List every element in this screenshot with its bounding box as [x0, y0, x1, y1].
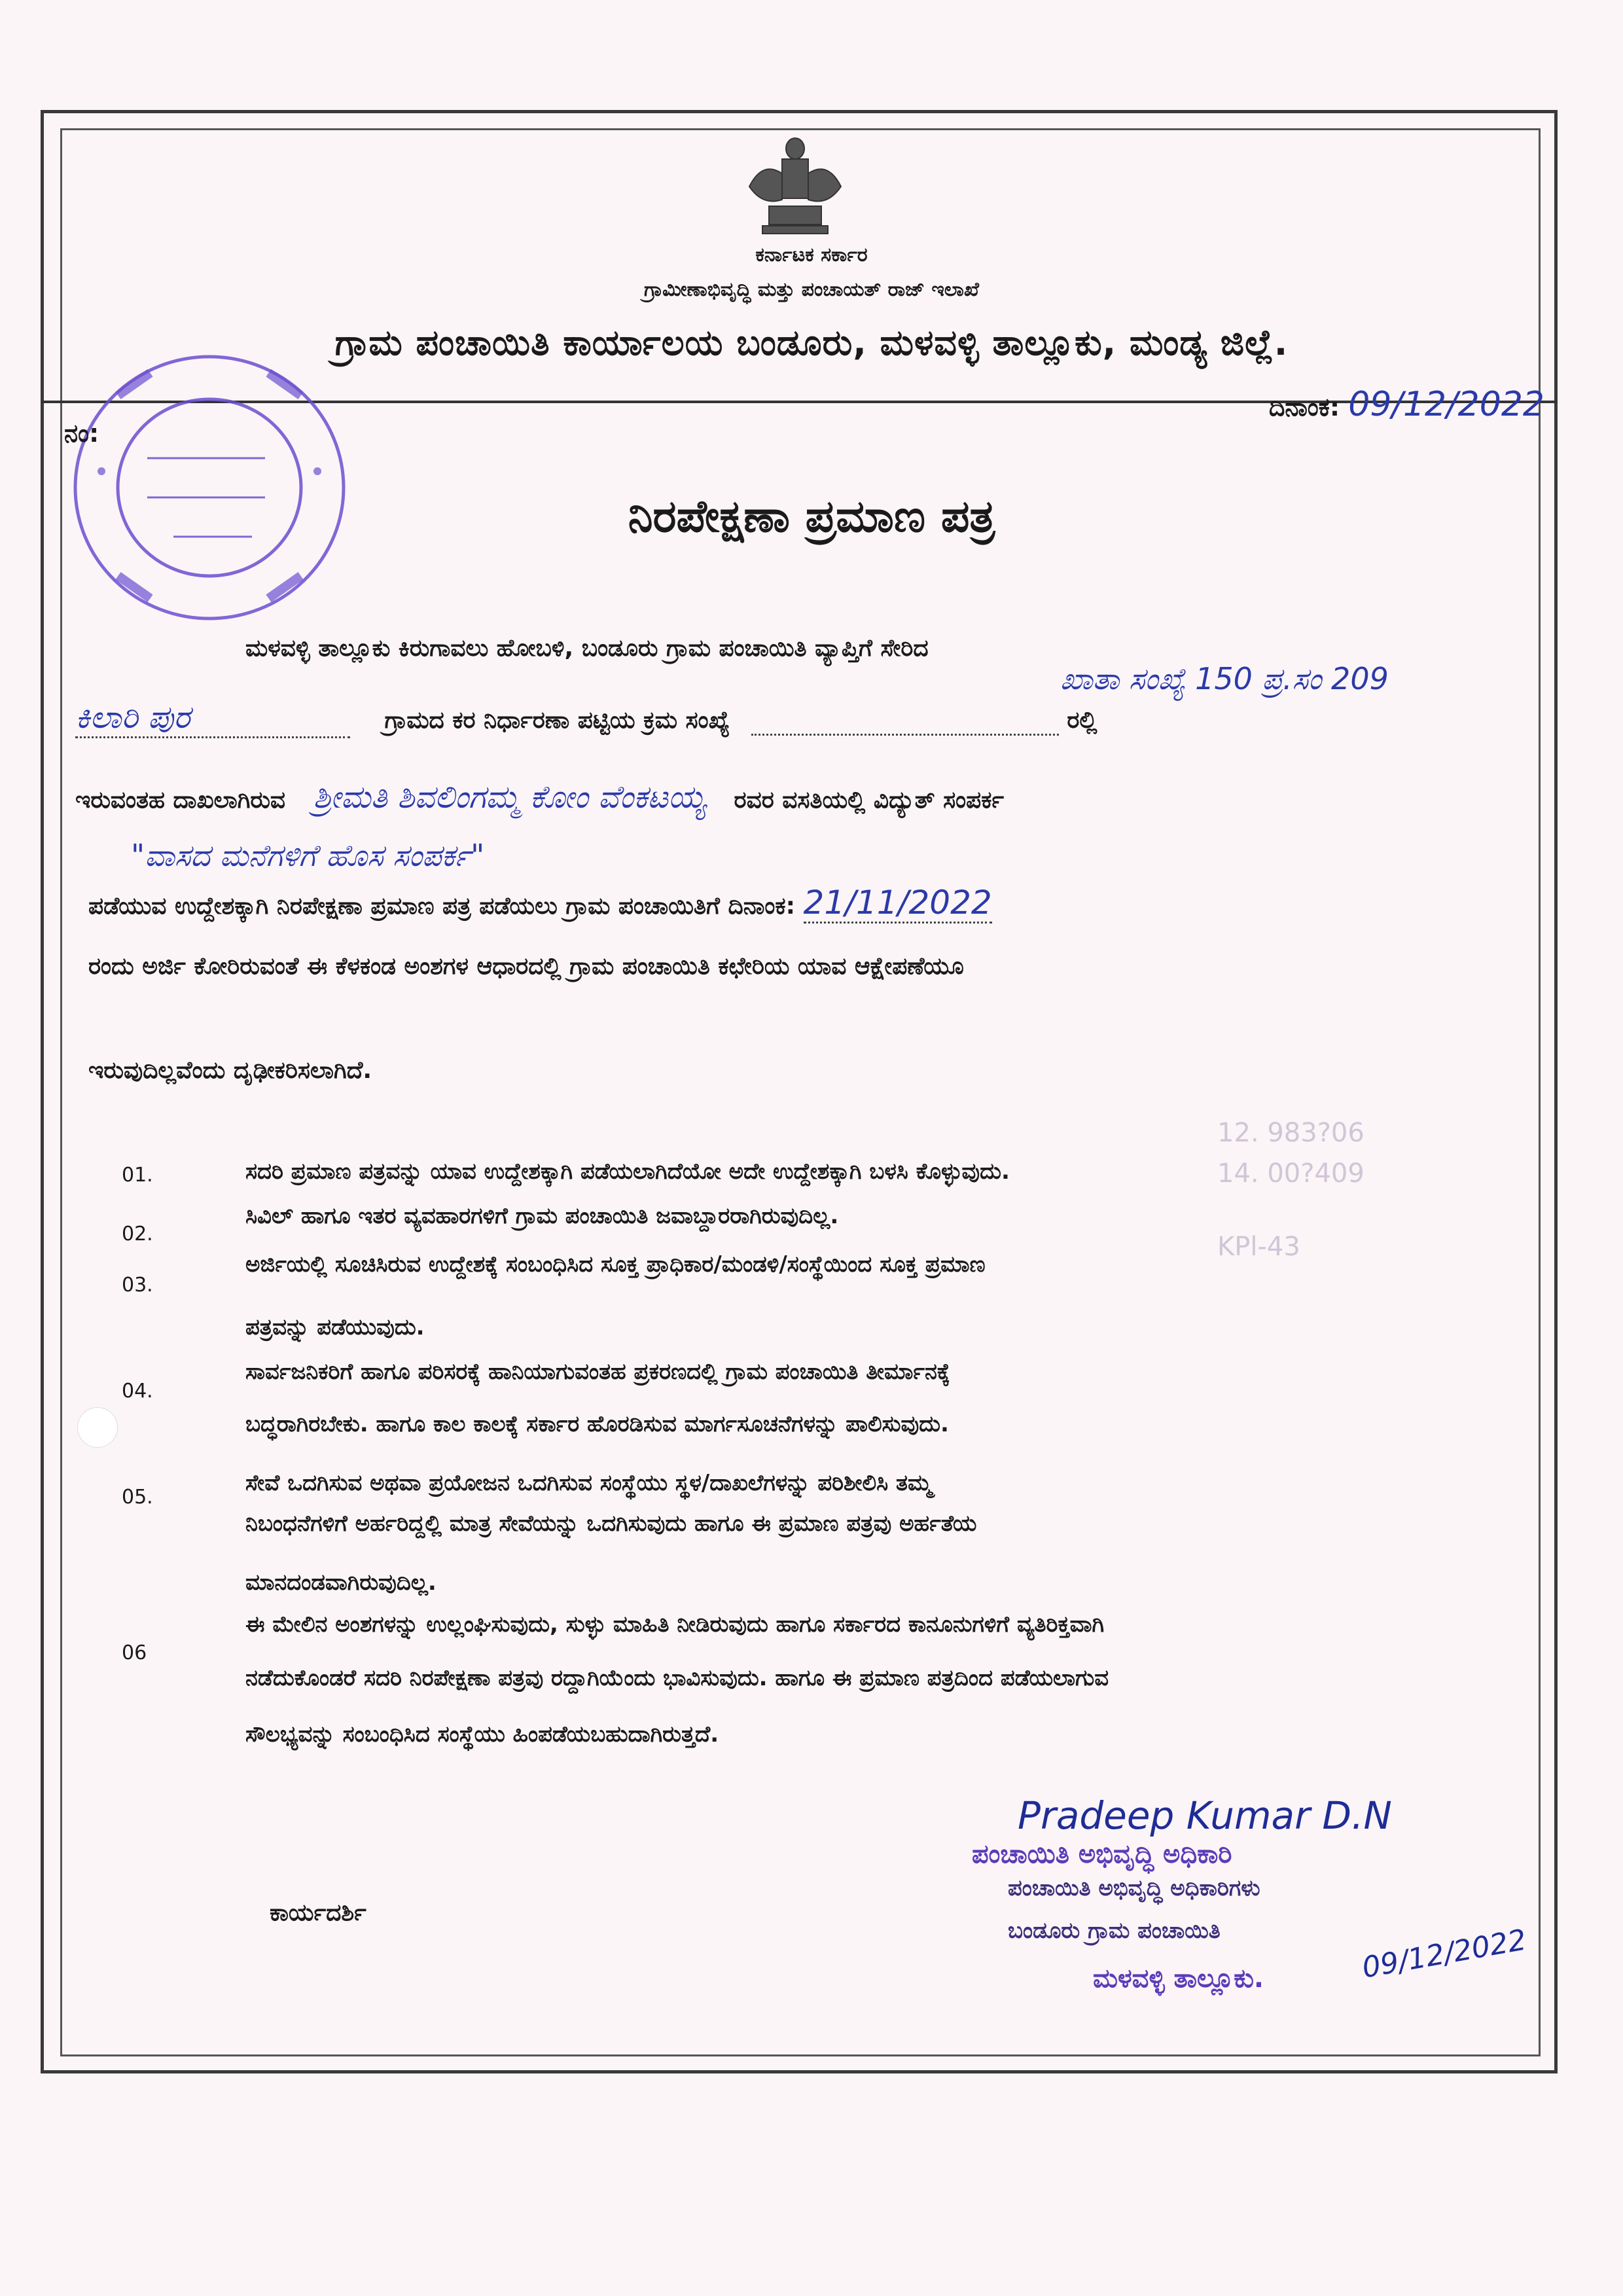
department-name: ಗ್ರಾಮೀಣಾಭಿವೃದ್ಧಿ ಮತ್ತು ಪಂಚಾಯತ್ ರಾಜ್ ಇಲಾಖೆ [644, 278, 979, 301]
body-line-6: ಇರುವುದಿಲ್ಲವೆಂದು ದೃಢೀಕರಿಸಲಾಗಿದೆ. [88, 1057, 372, 1084]
condition-text: ಅರ್ಜಿಯಲ್ಲಿ ಸೂಚಿಸಿರುವ ಉದ್ದೇಶಕ್ಕೆ ಸಂಬಂಧಿಸಿದ ಸೂಕ್ತ ಪ್ರಾಧಿಕಾರ/ಮಂಡಳಿ/ಸಂಸ್ಥೆಯಿಂದ ಸೂಕ್ತ ಪ್ರಮಾಣ [245, 1251, 986, 1278]
secretary-label: ಕಾರ್ಯದರ್ಶಿ [270, 1899, 366, 1926]
punch-hole [77, 1407, 118, 1448]
reference-number-label: ನಂ: [64, 419, 99, 448]
condition-text: ನಿಬಂಧನೆಗಳಿಗೆ ಅರ್ಹರಿದ್ದಲ್ಲಿ ಮಾತ್ರ ಸೇವೆಯನ್ನು ಒದಗಿಸುವುದು ಹಾಗೂ ಈ ಪ್ರಮಾಣ ಪತ್ರವು ಅರ್ಹತೆಯ [245, 1511, 977, 1537]
condition-text: ಈ ಮೇಲಿನ ಅಂಶಗಳನ್ನು ಉಲ್ಲಂಘಿಸುವುದು, ಸುಳ್ಳು ಮಾಹಿತಿ ನೀಡಿರುವುದು ಹಾಗೂ ಸರ್ಕಾರದ ಕಾನೂನುಗಳಿಗೆ ವ್ಯತಿರಿಕ್ತವಾಗಿ [245, 1611, 1105, 1638]
condition-text: ನಡೆದುಕೊಂಡರೆ ಸದರಿ ನಿರಪೇಕ್ಷಣಾ ಪತ್ರವು ರದ್ದಾಗಿಯೆಂದು ಭಾವಿಸುವುದು. ಹಾಗೂ ಈ ಪ್ರಮಾಣ ಪತ್ರದಿಂದ ಪಡೆಯಲಾಗುವ [245, 1665, 1109, 1691]
condition-number: 03. [122, 1274, 153, 1297]
government-name: ಕರ್ನಾಟಕ ಸರ್ಕಾರ [755, 243, 868, 266]
designation-stamp-line-1: ಪಂಚಾಯಿತಿ ಅಭಿವೃದ್ಧಿ ಅಧಿಕಾರಿ [972, 1839, 1232, 1869]
condition-text: ಸಾರ್ವಜನಿಕರಿಗೆ ಹಾಗೂ ಪರಿಸರಕ್ಕೆ ಹಾನಿಯಾಗುವಂತಹ ಪ್ರಕರಣದಲ್ಲಿ ಗ್ರಾಮ ಪಂಚಾಯಿತಿ ತೀರ್ಮಾನಕ್ಕೆ [245, 1359, 950, 1385]
condition-number: 01. [122, 1164, 153, 1187]
date-value: 09/12/2022 [1348, 385, 1544, 424]
body-line-2-end: ರಲ್ಲಿ [1067, 707, 1097, 734]
condition-text: ಸದರಿ ಪ್ರಮಾಣ ಪತ್ರವನ್ನು ಯಾವ ಉದ್ದೇಶಕ್ಕಾಗಿ ಪಡೆಯಲಾಗಿದೆಯೋ ಅದೇ ಉದ್ದೇಶಕ್ಕಾಗಿ ಬಳಸಿ ಕೊಳ್ಳುವುದು. [245, 1158, 1010, 1185]
designation-stamp-line-3: ಬಂಡೂರು ಗ್ರಾಮ ಪಂಚಾಯಿತಿ [1008, 1918, 1221, 1944]
issue-date [1269, 385, 1544, 424]
body-line-3 [75, 779, 1004, 816]
condition-text: ಸಿವಿಲ್ ಹಾಗೂ ಇತರ ವ್ಯವಹಾರಗಳಿಗೆ ಗ್ರಾಮ ಪಂಚಾಯಿತಿ ಜವಾಬ್ದಾರರಾಗಿರುವುದಿಲ್ಲ. [245, 1203, 839, 1229]
condition-text: ಸೇವೆ ಒದಗಿಸುವ ಅಥವಾ ಪ್ರಯೋಜನ ಒದಗಿಸುವ ಸಂಸ್ಥೆಯು ಸ್ಥಳ/ದಾಖಲೆಗಳನ್ನು ಪರಿಶೀಲಿಸಿ ತಮ್ಮ [245, 1470, 933, 1496]
signature-date: 09/12/2022 [1359, 1923, 1529, 1985]
body-line-2 [75, 699, 1097, 738]
body-line-1: ಮಳವಳ್ಳಿ ತಾಲ್ಲೂಕು ಕಿರುಗಾವಲು ಹೋಬಳಿ, ಬಂಡೂರು ಗ್ರಾಮ ಪಂಚಾಯಿತಿ ವ್ಯಾಪ್ತಿಗೆ ಸೇರಿದ [245, 635, 929, 662]
condition-text: ಮಾನದಂಡವಾಗಿರುವುದಿಲ್ಲ. [245, 1570, 437, 1596]
condition-text: ಪತ್ರವನ್ನು ಪಡೆಯುವುದು. [245, 1314, 425, 1340]
designation-stamp-line-2: ಪಂಚಾಯಿತಿ ಅಭಿವೃದ್ಧಿ ಅಧಿಕಾರಿಗಳು [1008, 1875, 1260, 1901]
date-label: ದಿನಾಂಕ: [1268, 393, 1340, 422]
office-seal-stamp [49, 340, 357, 635]
serial-blank [751, 707, 1059, 736]
request-date-handwritten: 21/11/2022 [804, 884, 992, 924]
condition-number: 06 [122, 1641, 147, 1664]
body-line-5: ರಂದು ಅರ್ಜಿ ಕೋರಿರುವಂತೆ ಈ ಕೆಳಕಂಡ ಅಂಶಗಳ ಆಧಾರದಲ್ಲಿ ಗ್ರಾಮ ಪಂಚಾಯಿತಿ ಕಛೇರಿಯ ಯಾವ ಆಕ್ಷೇಪಣೆಯೂ [88, 953, 964, 980]
office-title: ಗ್ರಾಮ ಪಂಚಾಯಿತಿ ಕಾರ್ಯಾಲಯ ಬಂಡೂರು, ಮಳವಳ್ಳಿ ತಾಲ್ಲೂಕು, ಮಂಡ್ಯ ಜಿಲ್ಲೆ. [334, 322, 1289, 363]
certificate-title: ನಿರಪೇಕ್ಷಣಾ ಪ್ರಮಾಣ ಪತ್ರ [628, 491, 995, 543]
body-line-4 [88, 884, 992, 924]
condition-number: 04. [122, 1380, 153, 1403]
condition-number: 05. [122, 1486, 153, 1509]
state-emblem-icon [736, 134, 854, 239]
body-line-3-end: ರವರ ವಸತಿಯಲ್ಲಿ ವಿದ್ಯುತ್ ಸಂಪರ್ಕ [734, 787, 1005, 814]
body-line-4-text: ಪಡೆಯುವ ಉದ್ದೇಶಕ್ಕಾಗಿ ನಿರಪೇಕ್ಷಣಾ ಪ್ರಮಾಣ ಪತ್ರ ಪಡೆಯಲು ಗ್ರಾಮ ಪಂಚಾಯಿತಿಗೆ ದಿನಾಂಕ: [88, 893, 795, 920]
officer-signature: Pradeep Kumar D.N [1018, 1793, 1392, 1838]
village-handwritten: ಕಿಲಾರಿ ಪುರ [75, 699, 350, 738]
condition-number: 02. [122, 1223, 153, 1246]
margin-notes: 12. 983?06 14. 00?409 KPl-43 [1217, 1118, 1364, 1262]
condition-text: ಬದ್ಧರಾಗಿರಬೇಕು. ಹಾಗೂ ಕಾಲ ಕಾಲಕ್ಕೆ ಸರ್ಕಾರ ಹೊರಡಿಸುವ ಮಾರ್ಗಸೂಚನೆಗಳನ್ನು ಪಾಲಿಸುವುದು. [245, 1411, 949, 1437]
applicant-name-handwritten: ಶ್ರೀಮತಿ ಶಿವಲಿಂಗಮ್ಮ ಕೋಂ ವೆಂಕಟಯ್ಯ [313, 779, 706, 816]
designation-stamp-line-4: ಮಳವಳ್ಳಿ ತಾಲ್ಲೂಕು. [1093, 1964, 1264, 1994]
purpose-handwritten: "ವಾಸದ ಮನೆಗಳಿಗೆ ಹೊಸ ಸಂಪರ್ಕ" [131, 838, 485, 873]
khata-number-handwritten: ಖಾತಾ ಸಂಖ್ಯೆ 150 ಪ್ರ.ಸಂ 209 [1060, 661, 1389, 696]
body-line-3-start: ಇರುವಂತಹ ದಾಖಲಾಗಿರುವ [75, 787, 286, 814]
body-line-2-text: ಗ್ರಾಮದ ಕರ ನಿರ್ಧಾರಣಾ ಪಟ್ಟಿಯ ಕ್ರಮ ಸಂಖ್ಯೆ [384, 707, 730, 734]
condition-text: ಸೌಲಭ್ಯವನ್ನು ಸಂಬಂಧಿಸಿದ ಸಂಸ್ಥೆಯು ಹಿಂಪಡೆಯಬಹುದಾಗಿರುತ್ತದೆ. [245, 1721, 719, 1748]
